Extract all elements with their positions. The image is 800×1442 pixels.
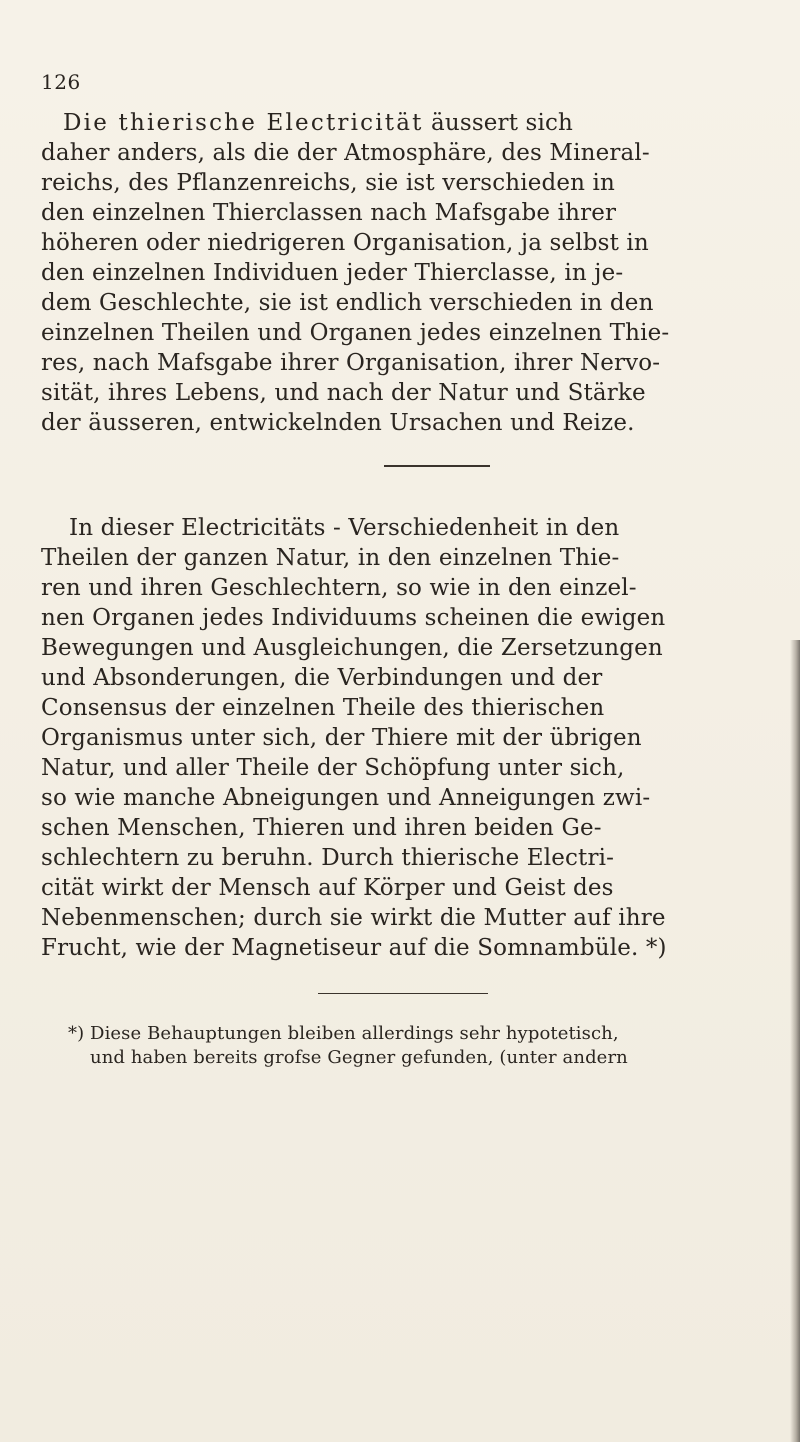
paragraph-1-line-1 <box>63 110 573 136</box>
paragraph-1-line-1-rest: äussert sich <box>423 110 573 136</box>
paragraph-2-line-11: schen Menschen, Thieren und ihren beiden Ge- <box>41 815 602 841</box>
paragraph-2-line-5: Bewegungen und Ausgleichungen, die Zersetzungen <box>41 635 663 661</box>
paragraph-1-line-10: sität, ihres Lebens, und nach der Natur und Stärke <box>41 380 646 406</box>
footnote-line-1: *) Diese Behauptungen bleiben allerdings sehr hypotetisch, <box>68 1023 619 1044</box>
paragraph-2-line-9: Natur, und aller Theile der Schöpfung unter sich, <box>41 755 625 781</box>
paragraph-2-line-12: schlechtern zu beruhn. Durch thierische Electri- <box>41 845 615 871</box>
paragraph-1-line-2: daher anders, als die der Atmosphäre, des Mineral- <box>41 140 650 166</box>
paragraph-2-line-1: In dieser Electricitäts - Verschiedenheit in den <box>69 515 620 541</box>
page-edge-shadow <box>790 640 800 1442</box>
paragraph-1-line-6: den einzelnen Individuen jeder Thierclasse, in je- <box>41 260 624 286</box>
paragraph-1-line-11: der äusseren, entwickelnden Ursachen und Reize. <box>41 410 635 436</box>
paragraph-1-line-3: reichs, des Pflanzenreichs, sie ist verschieden in <box>41 170 616 196</box>
paragraph-2-line-14: Nebenmenschen; durch sie wirkt die Mutter auf ihre <box>41 905 666 931</box>
paragraph-1-line-5: höheren oder niedrigeren Organisation, ja selbst in <box>41 230 649 256</box>
paragraph-2-line-10: so wie manche Abneigungen und Anneigungen zwi- <box>41 785 651 811</box>
page-number: 126 <box>41 70 81 94</box>
paragraph-1-line-4: den einzelnen Thierclassen nach Mafsgabe ihrer <box>41 200 617 226</box>
paragraph-2-line-4: nen Organen jedes Individuums scheinen die ewigen <box>41 605 666 631</box>
paragraph-2-line-3: ren und ihren Geschlechtern, so wie in den einzel- <box>41 575 637 601</box>
paragraph-1-line-7: dem Geschlechte, sie ist endlich verschieden in den <box>41 290 654 316</box>
paragraph-2-line-6: und Absonderungen, die Verbindungen und der <box>41 665 603 691</box>
section-separator <box>384 465 490 467</box>
paragraph-1-lead: Die thierische Electricität <box>63 110 424 136</box>
paragraph-2-line-8: Organismus unter sich, der Thiere mit der übrigen <box>41 725 642 751</box>
paragraph-2-line-13: cität wirkt der Mensch auf Körper und Geist des <box>41 875 614 901</box>
footnote-line-2: und haben bereits grofse Gegner gefunden, (unter andern <box>90 1047 628 1068</box>
paragraph-2-line-7: Consensus der einzelnen Theile des thierischen <box>41 695 605 721</box>
footnote-separator <box>318 993 488 994</box>
paragraph-1-line-8: einzelnen Theilen und Organen jedes einzelnen Thie- <box>41 320 670 346</box>
paragraph-2-line-15: Frucht, wie der Magnetiseur auf die Somnambüle. *) <box>41 935 667 961</box>
paragraph-1-line-9: res, nach Mafsgabe ihrer Organisation, ihrer Nervo- <box>41 350 661 376</box>
paragraph-2-line-2: Theilen der ganzen Natur, in den einzelnen Thie- <box>41 545 620 571</box>
